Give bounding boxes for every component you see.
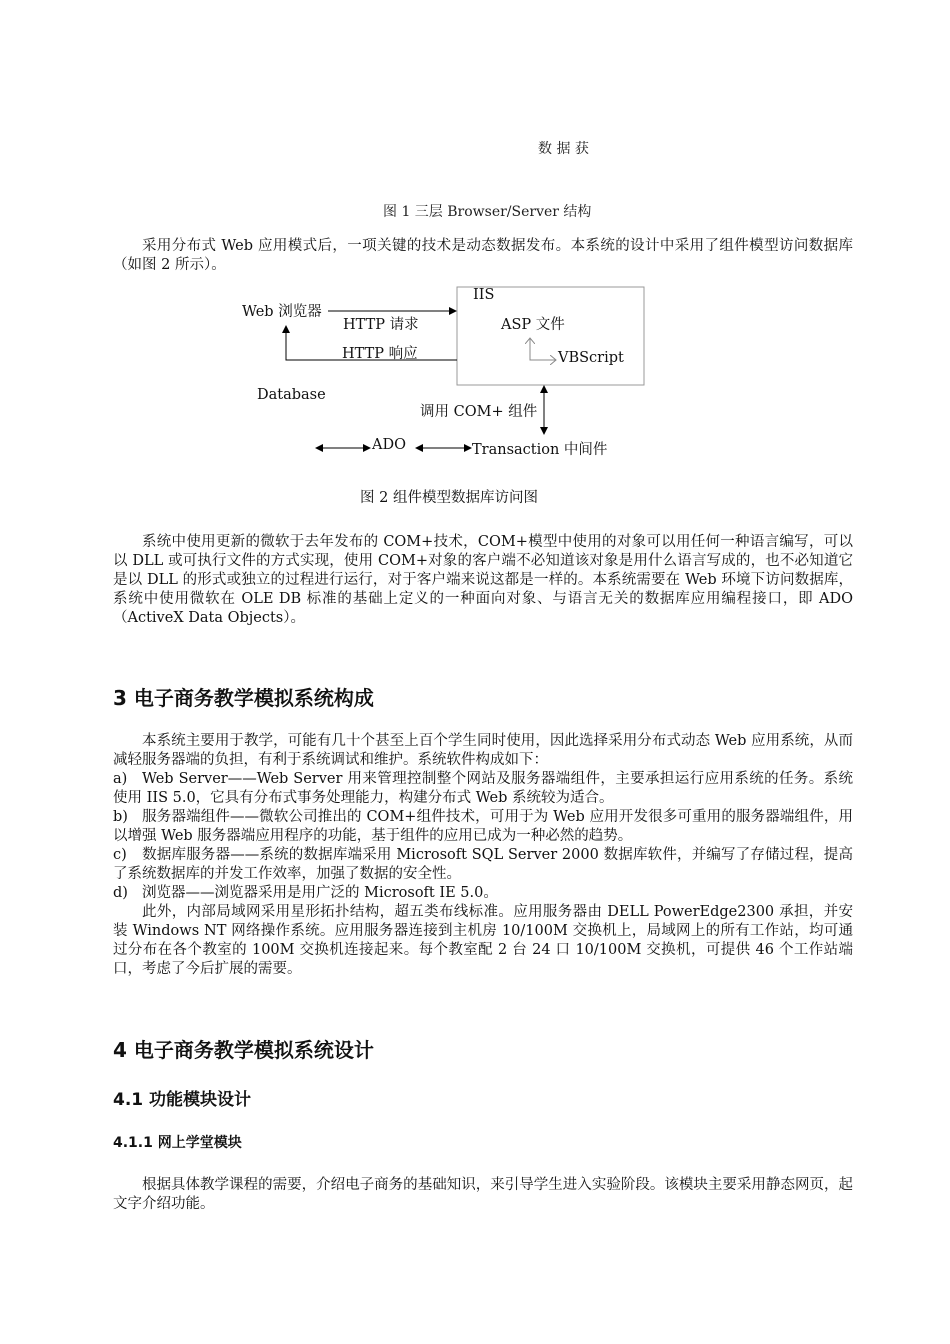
list-text: 浏览器——浏览器采用是用广泛的 Microsoft IE 5.0。 (142, 885, 498, 901)
figure2-diagram (0, 0, 950, 520)
section3-intro: 本系统主要用于教学，可能有几十个甚至上百个学生同时使用，因此选择采用分布式动态 Web 应用系统，从而减轻服务器端的负担，有利于系统调试和维护。系统软件构成如下： (113, 733, 853, 768)
section411-body (113, 1176, 853, 1214)
list-marker: b) (113, 809, 128, 825)
list-item (113, 808, 853, 846)
clipped-text-2: 图 1 三层 Browser/Server 结构 (383, 204, 592, 220)
intro-paragraph-text: 采用分布式 Web 应用模式后，一项关键的技术是动态数据发布。本系统的设计中采用了组件模型访问数据库（如图 2 所示）。 (113, 238, 853, 273)
transaction-label: Transaction 中间件 (472, 442, 608, 458)
list-marker: c) (113, 847, 127, 863)
call-com-label: 调用 COM+ 组件 (420, 404, 538, 420)
section411-text: 根据具体教学课程的需要，介绍电子商务的基础知识，来引导学生进入实验阶段。该模块主要采用静态网页，起文字介绍功能。 (113, 1177, 853, 1212)
list-marker: d) (113, 885, 128, 901)
section3-body (113, 732, 853, 979)
http-request-label: HTTP 请求 (343, 317, 419, 333)
section41-heading: 4.1 功能模块设计 (113, 1090, 252, 1110)
ado-label: ADO (372, 437, 406, 453)
iis-label: IIS (473, 287, 495, 303)
web-browser-label: Web 浏览器 (242, 304, 322, 320)
section4-heading: 4 电子商务教学模拟系统设计 (113, 1038, 374, 1062)
asp-vbscript-connector (530, 350, 556, 360)
asp-label: ASP 文件 (501, 317, 565, 333)
list-item (113, 846, 853, 884)
section411-heading: 4.1.1 网上学堂模块 (113, 1135, 242, 1151)
com-paragraph-text: 系统中使用更新的微软于去年发布的 COM+技术，COM+模型中使用的对象可以用任何一种语言编写，可以以 DLL 或可执行文件的方式实现，使用 COM+对象的客户端不必知道该对象是用什么语言写成的，也不必知道它是以 DLL 的形式或独立的过程进行运行，对于客户端来说这都是一样的。本系统需要在 Web 环境下访问数据库，系统中使用微软在 OLE DB 标准的基础上定义的一种面向对象、与语言无关的数据库应用编程接口，即 ADO（ActiveX Data Objects）。 (113, 534, 853, 626)
list-item (113, 884, 853, 903)
section3-closing: 此外，内部局域网采用星形拓扑结构，超五类布线标准。应用服务器由 DELL PowerEdge2300 承担，并安装 Windows NT 网络操作系统。应用服务器连接到主机房 10/100M 交换机上，局域网上的所有工作站，均可通过分布在各个教室的 100M 交换机连接起来。每个教室配 2 台 24 口 10/100M 交换机，可提供 46 个工作站端口，考虑了今后扩展的需要。 (113, 904, 853, 977)
figure2-caption: 图 2 组件模型数据库访问图 (360, 490, 538, 506)
list-marker: a) (113, 771, 128, 787)
vbscript-label: VBScript (558, 350, 624, 366)
database-label: Database (257, 387, 326, 403)
list-item (113, 770, 853, 808)
section3-heading: 3 电子商务教学模拟系统构成 (113, 686, 374, 710)
clipped-text-1: 数 据 获 (538, 141, 589, 157)
list-text: 服务器端组件——微软公司推出的 COM+组件技术，可用于为 Web 应用开发很多可重用的服务器端组件，用以增强 Web 服务器端应用程序的功能，基于组件的应用已成为一种必然的趋势。 (113, 809, 853, 844)
list-text: Web Server——Web Server 用来管理控制整个网站及服务器端组件，主要承担运行应用系统的任务。系统使用 IIS 5.0，它具有分布式事务处理能力，构建分布式 Web 系统较为适合。 (113, 771, 853, 806)
list-text: 数据库服务器——系统的数据库端采用 Microsoft SQL Server 2000 数据库软件，并编写了存储过程，提高了系统数据库的并发工作效率，加强了数据的安全性。 (113, 847, 853, 882)
com-paragraph (113, 533, 853, 628)
http-response-label: HTTP 响应 (342, 346, 418, 362)
